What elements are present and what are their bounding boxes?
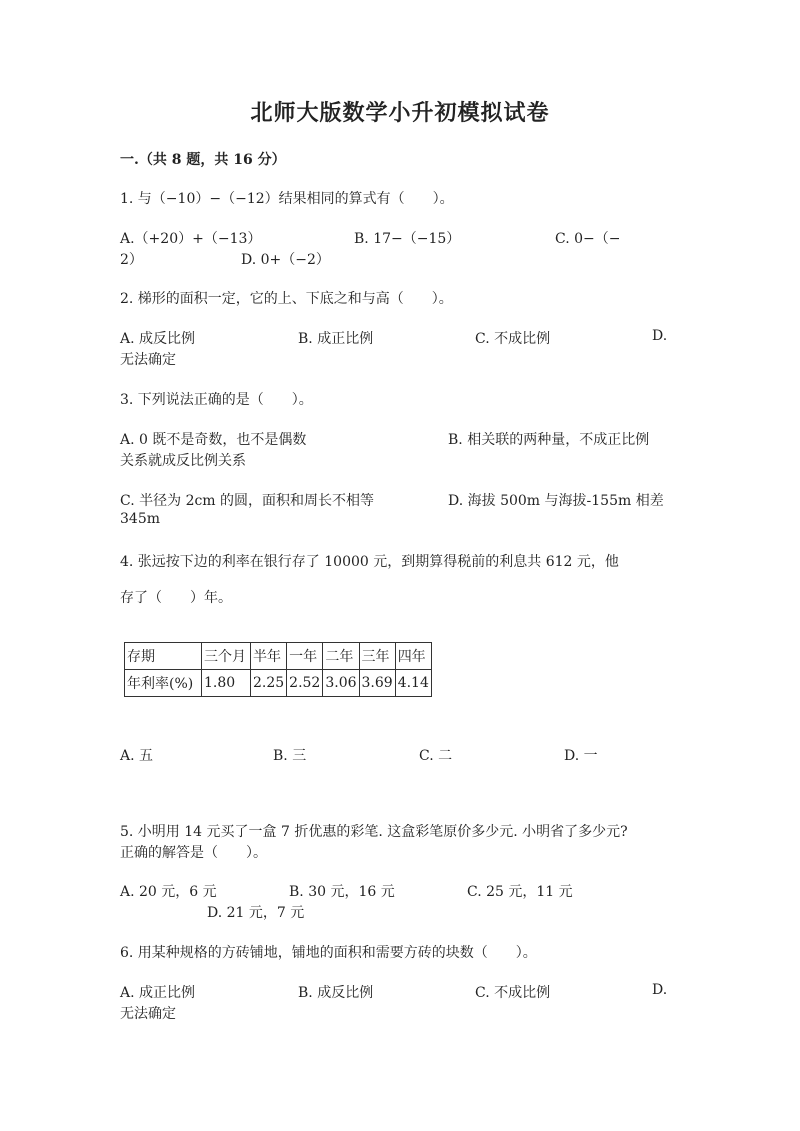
- question-6-option-d-cont: 无法确定: [120, 1006, 176, 1022]
- question-5-option-d: D. 21 元，7 元: [207, 905, 305, 921]
- table-cell: 半年: [251, 643, 287, 670]
- question-4-option-b: B. 三: [273, 748, 307, 764]
- question-1-option-a: A.（+20）+（−13）: [120, 231, 262, 247]
- question-1-option-c: C. 0−（−: [555, 231, 621, 247]
- question-4-option-a: A. 五: [120, 748, 154, 764]
- question-1-stem: 1. 与（−10）−（−12）结果相同的算式有（ ）。: [120, 191, 454, 207]
- table-cell: 2.25: [251, 670, 287, 697]
- question-6-option-a: A. 成正比例: [120, 985, 196, 1001]
- page-title: 北师大版数学小升初模拟试卷: [250, 100, 550, 126]
- question-6-option-d: D.: [652, 982, 668, 998]
- question-3-option-d: D. 海拔 500m 与海拔-155m 相差: [448, 493, 664, 509]
- question-4-option-c: C. 二: [419, 748, 453, 764]
- table-cell: 3.06: [323, 670, 359, 697]
- question-2-option-c: C. 不成比例: [475, 331, 551, 347]
- question-6-option-b: B. 成反比例: [298, 985, 374, 1001]
- question-1-option-c-cont: 2）: [120, 252, 143, 268]
- question-6-stem: 6. 用某种规格的方砖铺地，铺地的面积和需要方砖的块数（ ）。: [120, 945, 537, 961]
- question-3-option-d-cont: 345m: [120, 511, 160, 527]
- question-4-stem: 4. 张远按下边的利率在银行存了 10000 元，到期算得税前的利息共 612 元，他: [120, 554, 619, 570]
- question-1-option-d: D. 0+（−2）: [241, 252, 330, 268]
- question-6-option-c: C. 不成比例: [475, 985, 551, 1001]
- table-cell: 1.80: [202, 670, 251, 697]
- table-cell: 四年: [395, 643, 431, 670]
- table-row: [125, 670, 432, 697]
- table-cell: 4.14: [395, 670, 431, 697]
- question-3-stem: 3. 下列说法正确的是（ ）。: [120, 392, 313, 408]
- table-cell: 3.69: [359, 670, 395, 697]
- table-cell: 年利率(%): [125, 670, 202, 697]
- question-4-stem-cont: 存了（ ）年。: [120, 590, 232, 606]
- table-cell: 一年: [287, 643, 323, 670]
- table-cell: 三年: [359, 643, 395, 670]
- question-2-option-d-cont: 无法确定: [120, 352, 176, 368]
- question-1-option-b: B. 17−（−15）: [354, 231, 461, 247]
- interest-rate-table: [124, 642, 432, 697]
- question-3-option-c: C. 半径为 2cm 的圆，面积和周长不相等: [120, 493, 375, 509]
- question-2-stem: 2. 梯形的面积一定，它的上、下底之和与高（ ）。: [120, 291, 453, 307]
- table-cell: 存期: [125, 643, 202, 670]
- question-5-stem: 5. 小明用 14 元买了一盒 7 折优惠的彩笔. 这盒彩笔原价多少元. 小明省了多少元?: [120, 824, 628, 840]
- question-2-option-d: D.: [652, 328, 668, 344]
- question-3-option-a: A. 0 既不是奇数，也不是偶数: [120, 432, 307, 448]
- question-5-option-a: A. 20 元，6 元: [120, 884, 217, 900]
- question-3-option-b-cont: 关系就成反比例关系: [120, 453, 246, 469]
- question-5-option-b: B. 30 元，16 元: [289, 884, 395, 900]
- table-header-row: [125, 643, 432, 670]
- question-5-stem-cont: 正确的解答是（ ）。: [120, 845, 267, 861]
- question-2-option-a: A. 成反比例: [120, 331, 196, 347]
- question-5-option-c: C. 25 元，11 元: [467, 884, 573, 900]
- table-cell: 2.52: [287, 670, 323, 697]
- question-2-option-b: B. 成正比例: [298, 331, 374, 347]
- question-4-option-d: D. 一: [564, 748, 598, 764]
- section-heading: 一.（共 8 题，共 16 分）: [120, 152, 286, 168]
- question-3-option-b: B. 相关联的两种量，不成正比例: [448, 432, 650, 448]
- table-cell: 二年: [323, 643, 359, 670]
- table-cell: 三个月: [202, 643, 251, 670]
